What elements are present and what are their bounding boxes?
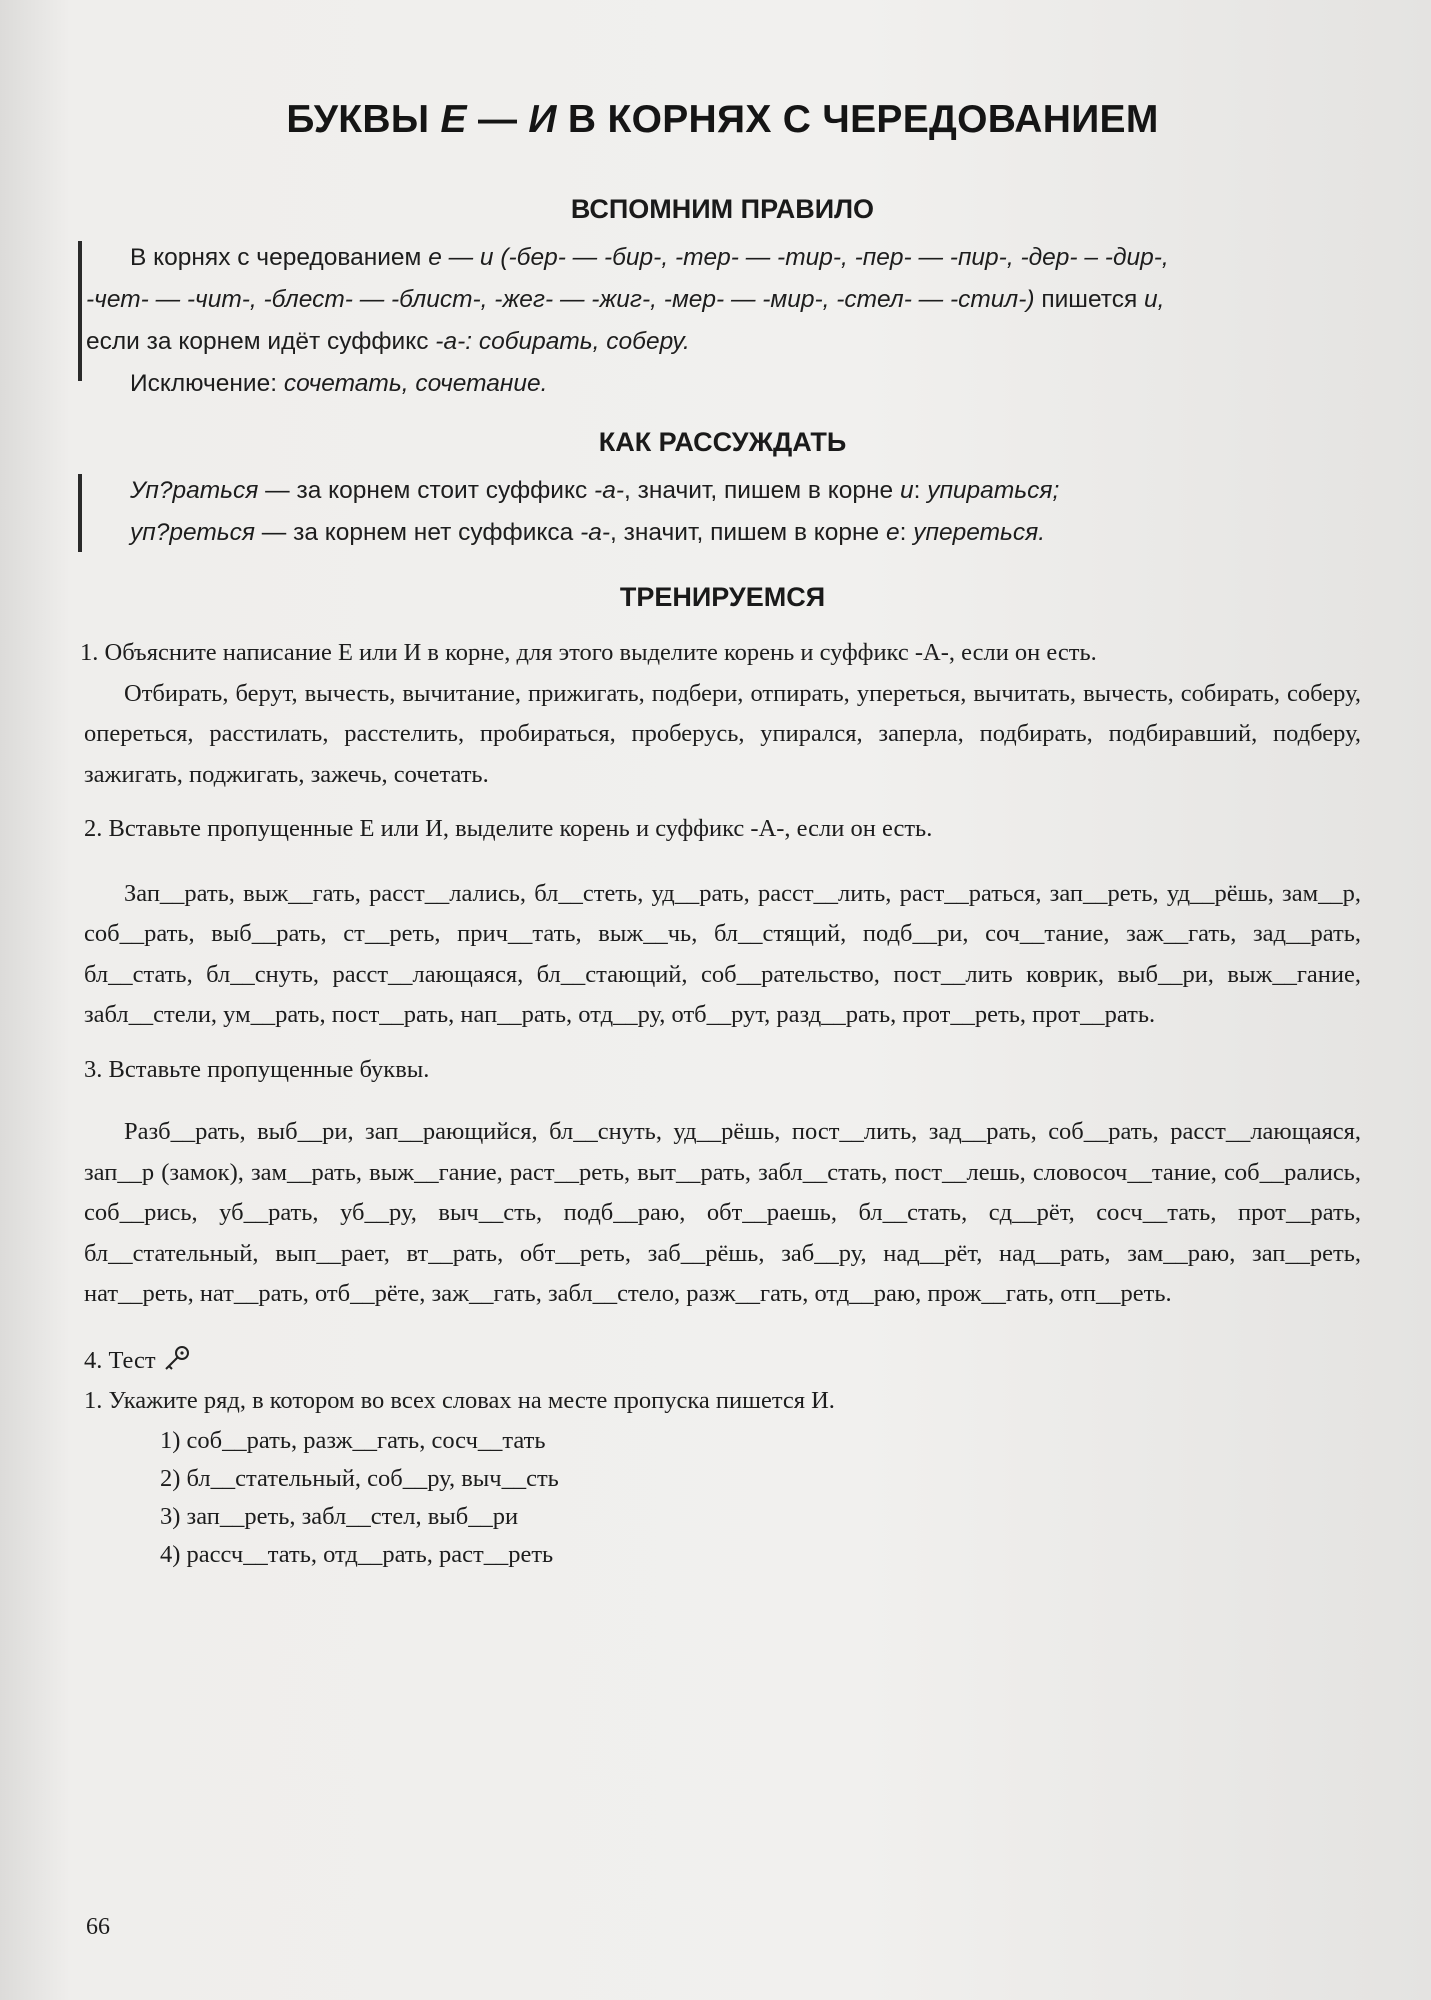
test-option: 4) рассч__тать, отд__рать, раст__реть bbox=[160, 1540, 554, 1568]
reasoning-line-2: уп?реться — за корнем нет суффикса -а-, значит, пишем в корне е: упереться. bbox=[130, 519, 1046, 546]
rule-example: собирать, соберу. bbox=[478, 328, 690, 355]
rule-bar bbox=[78, 241, 82, 381]
reasoning-bar bbox=[78, 474, 82, 552]
task-2 bbox=[84, 809, 1361, 1036]
task-2-title: 2. Вставьте пропущенные Е или И, выделите корень и суффикс -А-, если он есть. bbox=[84, 815, 933, 842]
reasoning-line-1: Уп?раться — за корнем стоит суффикс -а-, значит, пишем в корне и: упираться; bbox=[130, 477, 1060, 504]
test-option: 2) бл__стательный, соб__ру, выч__сть bbox=[160, 1464, 559, 1492]
rule-exception: Исключение: сочетать, сочетание. bbox=[130, 370, 548, 397]
reasoning-block bbox=[84, 470, 1361, 554]
test-options bbox=[160, 1422, 1361, 1574]
task-1-title: 1. Объясните написание Е или И в корне, для этого выделите корень и суффикс -А-, если он есть. bbox=[80, 639, 1097, 666]
rule-line-2: -чет- — -чит-, -блест- — -блист-, -жег- — -жиг-, -мер- — -мир-, -стел- — -стил-) пишется и, bbox=[86, 286, 1165, 313]
page-title: БУКВЫ Е — И В КОРНЯХ С ЧЕРЕДОВАНИЕМ bbox=[286, 98, 1159, 141]
test-option: 1) соб__рать, разж__гать, сосч__тать bbox=[160, 1426, 546, 1454]
training-heading: ТРЕНИРУЕМСЯ bbox=[619, 582, 826, 612]
rule-line-3: если за корнем идёт суффикс -а-: собирать, соберу. bbox=[86, 328, 690, 355]
rule-heading: ВСПОМНИМ ПРАВИЛО bbox=[570, 194, 875, 224]
page-number: 66 bbox=[86, 1914, 110, 1940]
task-3-title: 3. Вставьте пропущенные буквы. bbox=[84, 1055, 430, 1083]
test-question: 1. Укажите ряд, в котором во всех словах на месте пропуска пишется И. bbox=[84, 1387, 835, 1414]
task-4 bbox=[84, 1341, 1361, 1574]
task-1 bbox=[80, 633, 1361, 795]
task-1-words: Отбирать, берут, вычесть, вычитание, прижигать, подбери, отпирать, упереться, вычитать, вычесть, собирать, соберу, опереться, расстилать, расстелить, пробираться, проберусь, упирался, заперла, подбирать, подбиравший, подберу, зажигать, поджигать, зажечь, сочетать. bbox=[84, 679, 1361, 788]
key-icon bbox=[162, 1344, 192, 1374]
task-3-words: Разб__рать, выб__ри, зап__рающийся, бл__снуть, уд__рёшь, пост__лить, зад__рать, соб__рать, расст__лающаяся, зап__р (замок), зам__рать, выж__гание, раст__реть, выт__рать, забл__стать, пост__лешь, словосоч__тание, соб__рались, соб__рись, уб__рать, уб__ру, выч__сть, подб__раю, обт__раешь, бл__стать, сд__рёт, сосч__тать, прот__рать, бл__стательный, вып__рает, вт__рать, обт__реть, заб__рёшь, заб__ру, над__рёт, над__рать, зам__раю, зап__реть, нат__реть, нат__рать, отб__рёте, заж__гать, забл__стело, разж__гать, отд__раю, прож__гать, отп__реть. bbox=[84, 1118, 1361, 1307]
task-4-title: 4. Тест bbox=[84, 1341, 1361, 1382]
rule-block bbox=[84, 237, 1361, 405]
test-option: 3) зап__реть, забл__стел, выб__ри bbox=[160, 1502, 519, 1530]
task-3 bbox=[84, 1050, 1361, 1315]
reasoning-heading: КАК РАССУЖДАТЬ bbox=[598, 427, 847, 457]
task-2-words: Зап__рать, выж__гать, расст__лались, бл__стеть, уд__рать, расст__лить, раст__раться, зап__реть, уд__рёшь, зам__р, соб__рать, выб__рать, ст__реть, прич__тать, выж__чь, бл__стящий, подб__ри, соч__тание, заж__гать, зад__рать, бл__стать, бл__снуть, расст__лающаяся, бл__стающий, соб__рательство, пост__лить коврик, выб__ри, выж__гание, забл__стели, ум__рать, пост__рать, нап__рать, отд__ру, отб__рут, разд__рать, прот__реть, прот__рать. bbox=[84, 879, 1361, 1028]
rule-line-1: В корнях с чередованием е — и (-бер- — -бир-, -тер- — -тир-, -пер- — -пир-, -дер- – -дир-, bbox=[130, 244, 1169, 271]
